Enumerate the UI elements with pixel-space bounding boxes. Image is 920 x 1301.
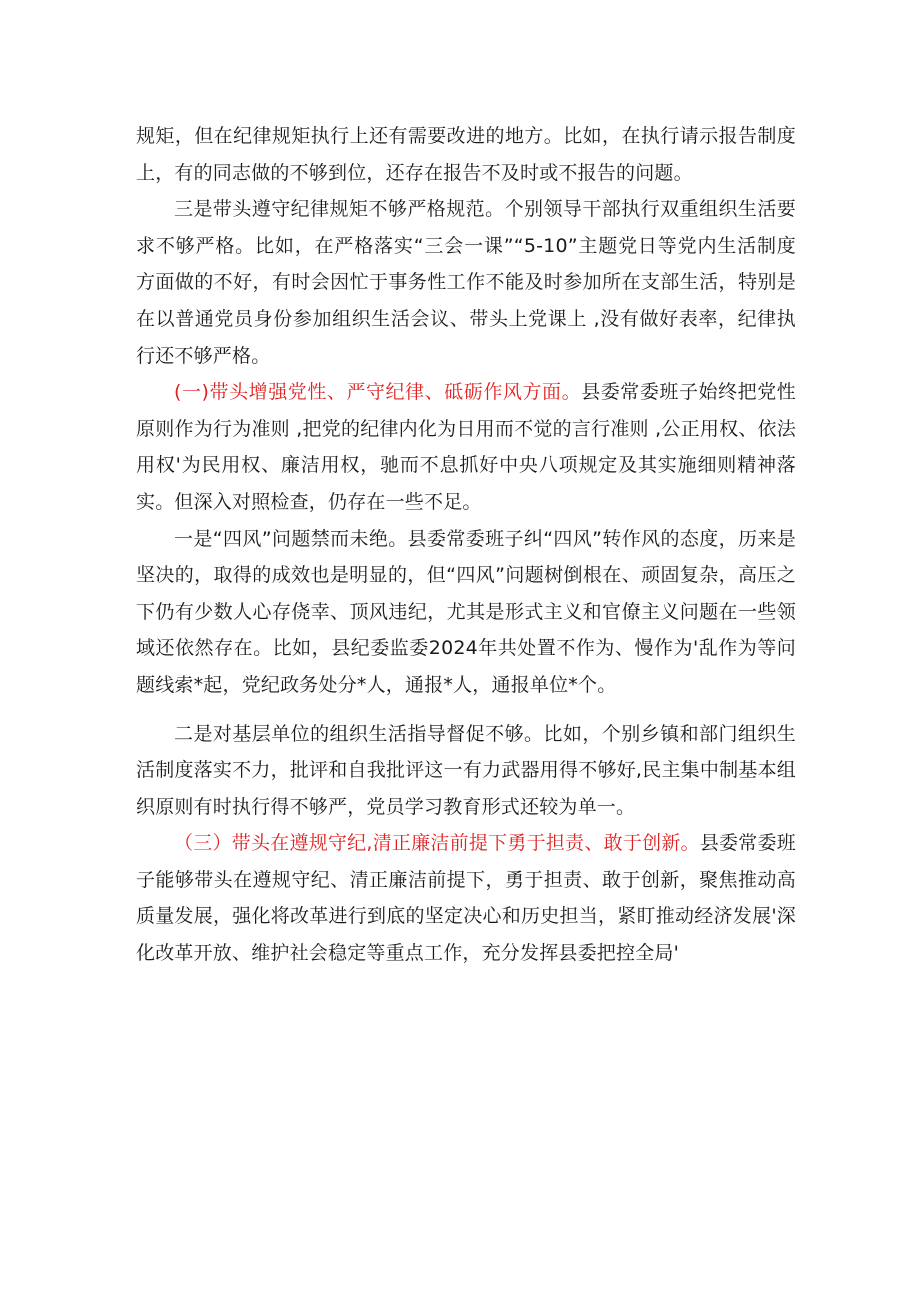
paragraph-5 [136, 716, 796, 826]
section-heading: （三）带头在遵规守纪,清正廉洁前提下勇于担责、敢于创新。 [174, 832, 700, 855]
section-heading: (一)带头增强党性、严守纪律、砥砺作风方面。 [174, 381, 582, 404]
paragraph-text: 县委常委班子始终把党性原则作为行为准则 ,把党的纪律内化为日用而不觉的言行准则 ,公正用权、依法用权'为民用权、廉洁用权，驰而不息抓好中央八项规定及其实施细则精神落实。但深入对照检查，仍存在一些不足。 [136, 381, 797, 513]
paragraph-3 [136, 374, 796, 520]
paragraph-text: 一是“四风”问题禁而未绝。县委常委班子纠“四风”转作风的态度，历来是坚决的，取得的成效也是明显的，但“四风”问题树倒根在、顽固复杂，高压之下仍有少数人心存侥幸、顶风违纪，尤其是形式主义和官僚主义问题在一些领域还依然存在。比如，县纪委监委2024年共处置不作为、慢作为'乱作为等问题线索*起，党纪政务处分*人，通报*人，通报单位*个。 [136, 527, 796, 696]
paragraph-6 [136, 825, 796, 971]
document-page [136, 118, 796, 972]
paragraph-text: 二是对基层单位的组织生活指导督促不够。比如，个别乡镇和部门组织生活制度落实不力，批评和自我批评这一有力武器用得不够好,民主集中制基本组织原则有时执行得不够严，党员学习教育形式还较为单一。 [136, 722, 796, 818]
paragraph-text: 三是带头遵守纪律规矩不够严格规范。个别领导干部执行双重组织生活要求不够严格。比如，在严格落实“三会一课”“5-10”主题党日等党内生活制度方面做的不好，有时会因忙于事务性工作不能及时参加所在支部生活，特别是在以普通党员身份参加组织生活会议、带头上党课上 ,没有做好表率，纪律执行还不够严格。 [136, 198, 796, 367]
paragraph-4 [136, 521, 796, 704]
paragraph-text: 规矩，但在纪律规矩执行上还有需要改进的地方。比如，在执行请示报告制度上，有的同志做的不够到位，还存在报告不及时或不报告的问题。 [136, 125, 796, 184]
paragraph-1 [136, 118, 796, 191]
paragraph-text: 县委常委班子能够带头在遵规守纪、清正廉洁前提下，勇于担责、敢于创新，聚焦推动高质量发展，强化将改革进行到底的坚定决心和历史担当，紧盯推动经济发展'深化改革开放、维护社会稳定等重点工作，充分发挥县委把控全局' [136, 832, 796, 965]
paragraph-2 [136, 191, 796, 374]
